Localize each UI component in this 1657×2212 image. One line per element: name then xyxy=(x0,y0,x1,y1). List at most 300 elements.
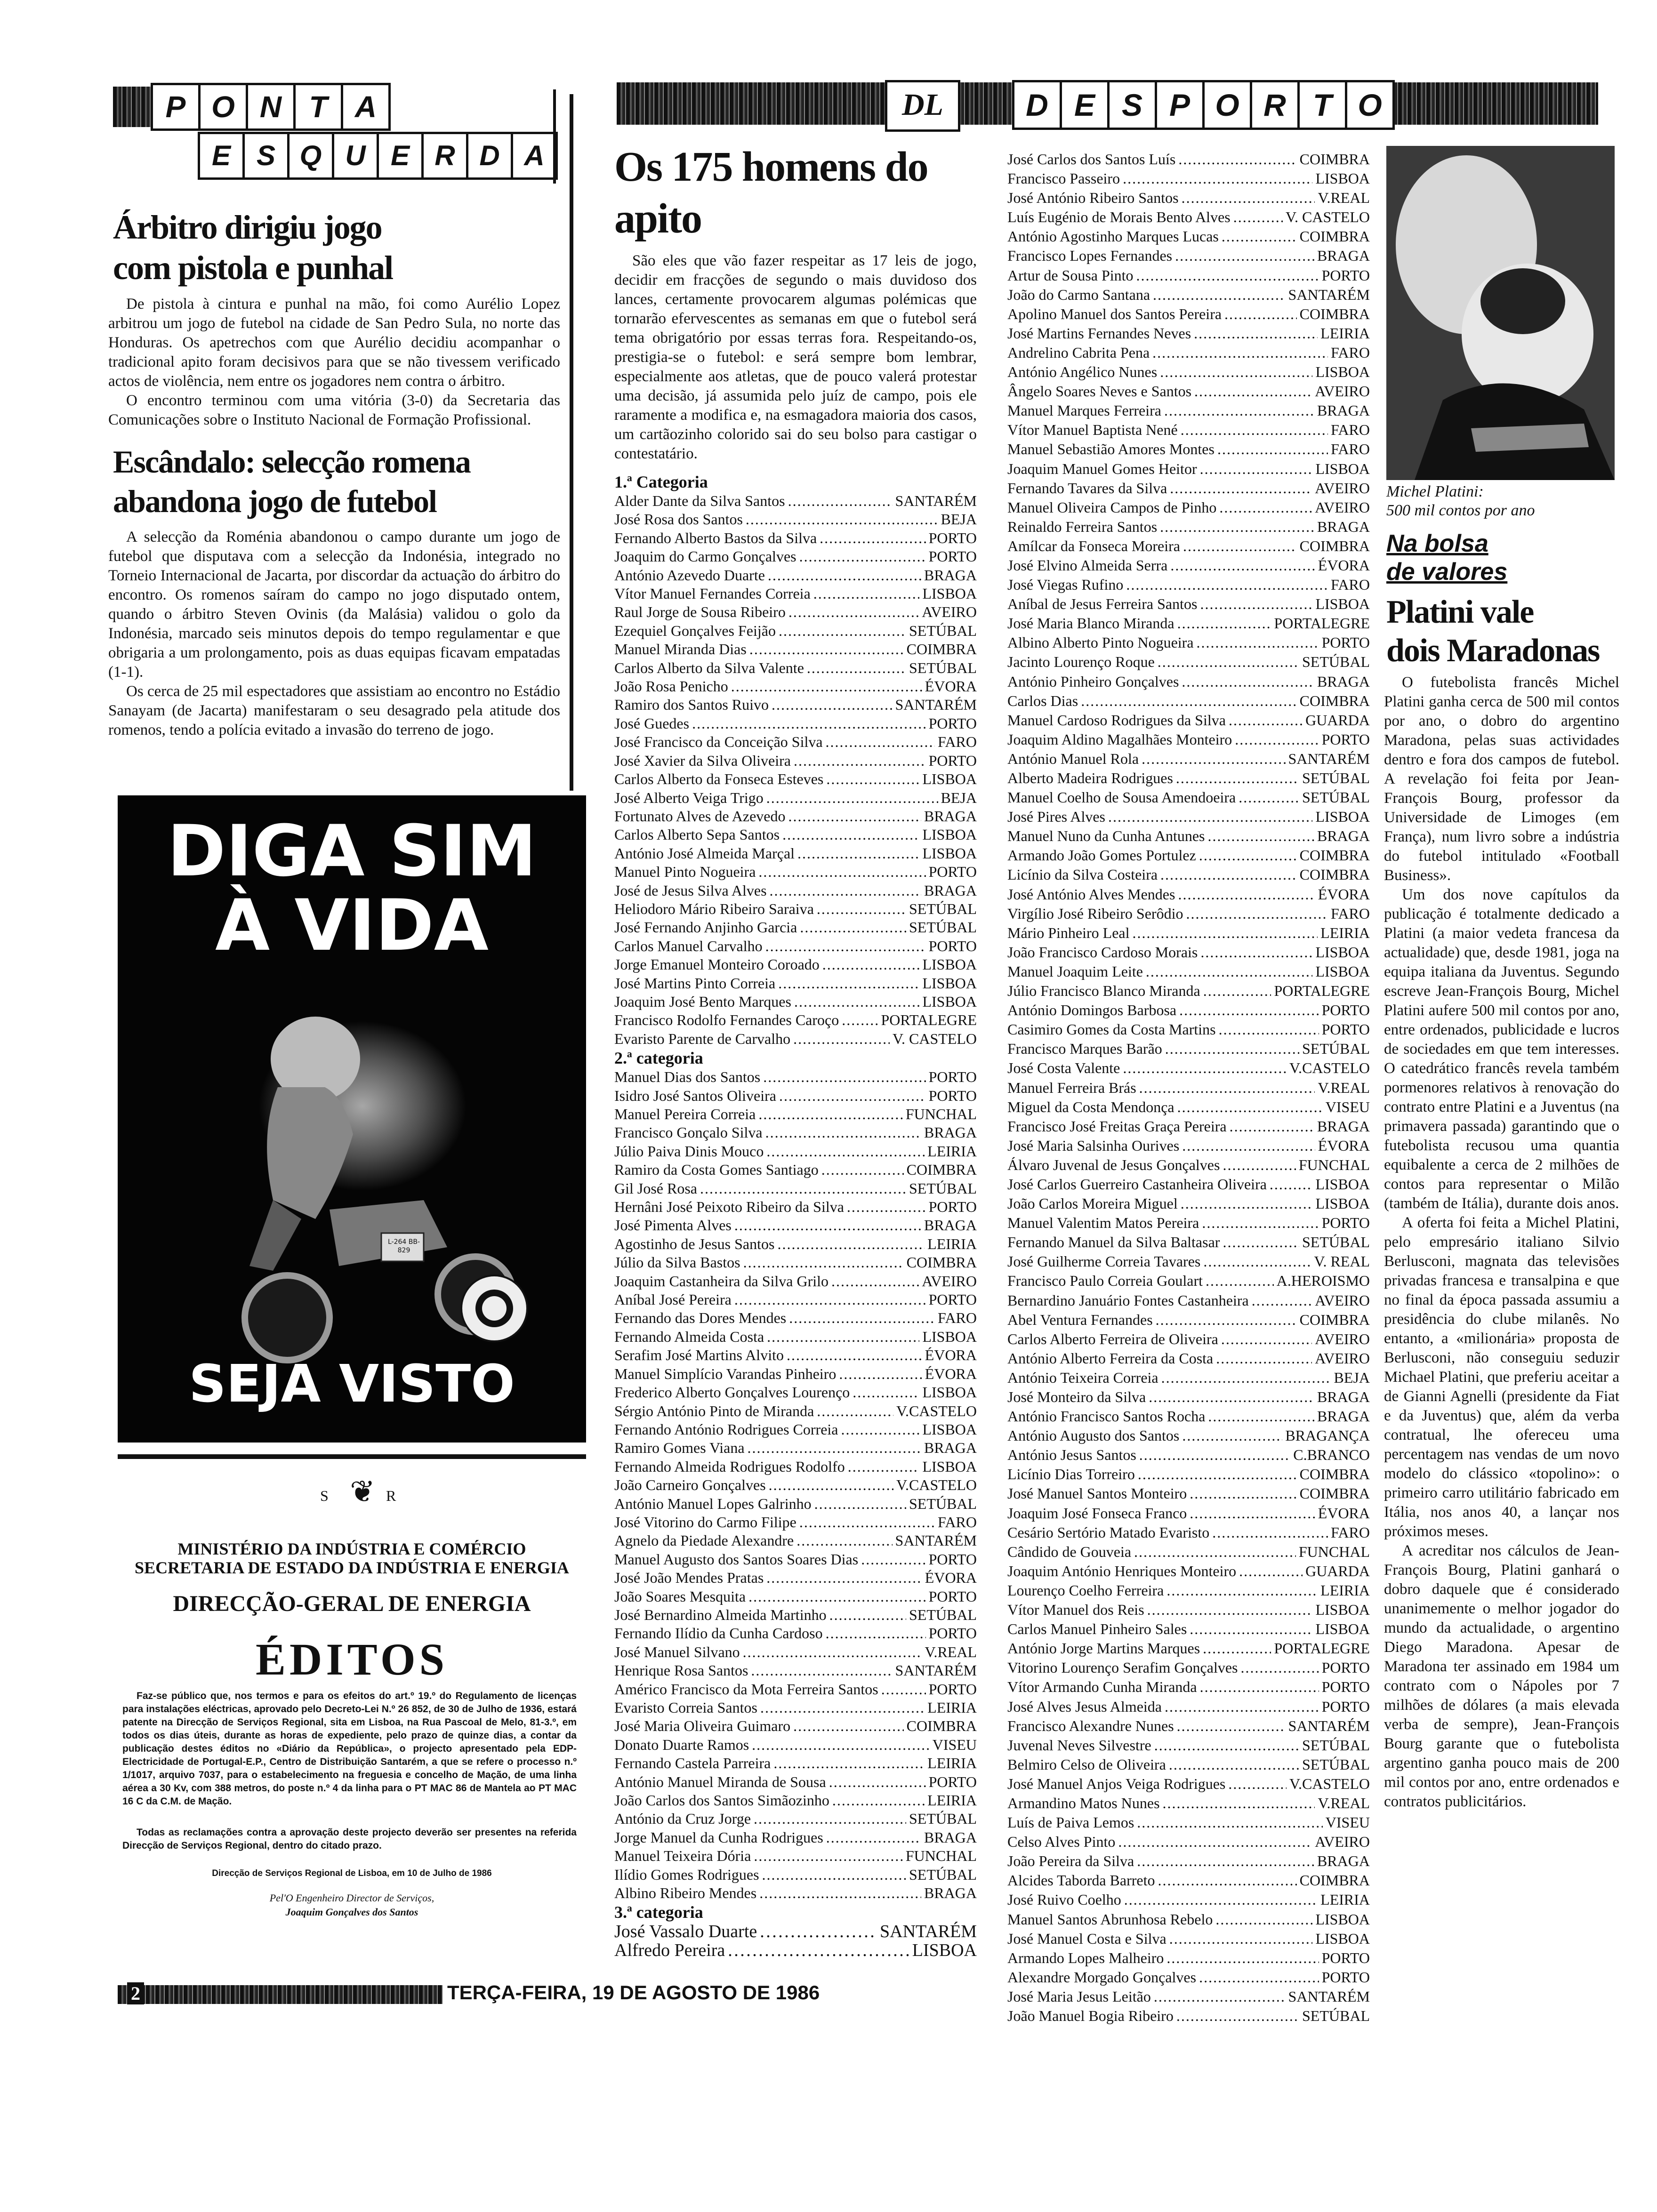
referee-name: Armando Lopes Malheiro xyxy=(1007,1949,1164,1966)
referee-name: Alder Dante da Silva Santos xyxy=(614,492,785,509)
referee-row xyxy=(1007,846,1370,865)
referee-district: COIMBRA xyxy=(906,641,977,658)
referee-name: Joaquim Manuel Gomes Heitor xyxy=(1007,460,1197,477)
referee-name: Carlos Alberto Ferreira de Oliveira xyxy=(1007,1330,1218,1347)
referee-district: FARO xyxy=(1331,576,1370,593)
leader-dots xyxy=(1199,1968,1319,1987)
category2-list xyxy=(614,1068,977,1902)
referee-district: SANTARÉM xyxy=(880,1922,977,1942)
referee-district: LEIRIA xyxy=(927,1235,977,1252)
leader-dots xyxy=(797,844,919,863)
edital-sign1: Pel'O Engenheiro Director de Serviços, xyxy=(269,1892,434,1904)
referee-district: LISBOA xyxy=(1315,943,1370,961)
referee-name: Sérgio António Pinto de Miranda xyxy=(614,1402,814,1419)
leader-dots xyxy=(1152,343,1328,362)
leader-dots xyxy=(1208,826,1314,846)
referee-name: João do Carmo Santana xyxy=(1007,286,1150,303)
referee-district: LISBOA xyxy=(922,770,977,788)
referee-district: COIMBRA xyxy=(1299,537,1370,554)
referee-name: Jorge Manuel da Cunha Rodrigues xyxy=(614,1828,823,1846)
leader-dots xyxy=(1160,517,1314,537)
referee-row xyxy=(614,918,977,937)
leader-dots xyxy=(826,770,919,788)
referee-district: LISBOA xyxy=(922,956,977,973)
referee-district: COIMBRA xyxy=(1299,1872,1370,1889)
leader-dots xyxy=(848,1458,920,1476)
referee-row xyxy=(1007,420,1370,440)
referee-district: LISBOA xyxy=(1315,1910,1370,1928)
leader-dots xyxy=(1229,711,1303,730)
referee-name: Ramiro dos Santos Ruivo xyxy=(614,696,769,713)
leader-dots xyxy=(1161,1368,1331,1387)
referee-district: COIMBRA xyxy=(1299,692,1370,709)
leader-dots xyxy=(1138,1465,1297,1484)
leader-dots xyxy=(1235,730,1319,749)
sr-left: S xyxy=(320,1487,329,1504)
leader-dots xyxy=(1170,556,1315,575)
platini-paragraph: O futebolista francês Michel Platini ganha cerca de 500 mil contos por ano, o dobro do argentino Maradona, pelas suas actividades dentro e fora dos campos de futebol. A revelação foi feita por Jean-François Bourg, professor da Universidade de Limoges (em França), num livro sobre a indústria do futebol intitulado «Football Business». xyxy=(1384,674,1619,884)
referee-name: José Monteiro da Silva xyxy=(1007,1388,1146,1405)
referee-row xyxy=(1007,1039,1370,1058)
leader-dots xyxy=(1216,1349,1312,1368)
referee-row xyxy=(614,1272,977,1290)
referee-row xyxy=(614,1402,977,1420)
referee-name: António da Cruz Jorge xyxy=(614,1810,751,1827)
referee-district: PORTALEGRE xyxy=(881,1011,977,1029)
referee-name: António Alberto Ferreira da Costa xyxy=(1007,1349,1214,1367)
referee-name: José Carlos Guerreiro Castanheira Oliveira xyxy=(1007,1175,1267,1193)
leader-dots xyxy=(1149,1387,1314,1407)
leader-dots xyxy=(1177,614,1271,633)
referee-name: José Francisco da Conceição Silva xyxy=(614,733,823,751)
referee-district: FARO xyxy=(1331,344,1370,361)
referee-name: Carlos Dias xyxy=(1007,692,1078,709)
referee-district: AVEIRO xyxy=(1315,479,1370,497)
referee-district: PORTO xyxy=(928,1587,977,1605)
leader-dots xyxy=(799,1513,935,1531)
referee-district: AVEIRO xyxy=(1315,1833,1370,1851)
referee-district: BRAGA xyxy=(1317,1388,1370,1405)
desporto-letter: S xyxy=(1107,80,1157,130)
referee-district: V.REAL xyxy=(1318,1079,1370,1096)
referee-name: José Pimenta Alves xyxy=(614,1217,732,1234)
referee-row xyxy=(614,1142,977,1161)
leader-dots xyxy=(758,1105,903,1123)
referee-row xyxy=(1007,633,1370,652)
referee-district: FUNCHAL xyxy=(1298,1156,1370,1173)
referee-row xyxy=(1007,1001,1370,1020)
referee-row xyxy=(614,789,977,807)
leader-dots xyxy=(754,1847,902,1865)
referee-name: Serafim José Martins Alvito xyxy=(614,1346,784,1364)
referee-row xyxy=(614,677,977,696)
leader-dots xyxy=(861,1550,925,1569)
referee-row xyxy=(614,1643,977,1661)
referee-name: António Manuel Rola xyxy=(1007,750,1139,767)
desporto-letter: D xyxy=(1012,80,1062,130)
referee-row xyxy=(614,1365,977,1383)
referee-row xyxy=(1007,479,1370,498)
referee-district: AVEIRO xyxy=(1315,1291,1370,1309)
leader-dots xyxy=(1123,169,1312,188)
referee-row xyxy=(1007,1677,1370,1697)
referee-row xyxy=(1007,943,1370,962)
referee-district: FARO xyxy=(938,1513,977,1531)
leader-dots xyxy=(788,603,919,621)
leader-dots xyxy=(1200,1677,1319,1697)
leader-dots xyxy=(760,1922,877,1941)
referee-name: José António Ribeiro Santos xyxy=(1007,189,1179,207)
referee-district: SETÚBAL xyxy=(1302,769,1370,786)
referee-row xyxy=(1007,904,1370,923)
referee-name: Mário Pinheiro Leal xyxy=(1007,924,1130,941)
referee-name: Manuel Pereira Correia xyxy=(614,1106,756,1122)
referee-district: PORTO xyxy=(1321,1002,1370,1019)
referee-row xyxy=(1007,788,1370,807)
referee-district: PORTO xyxy=(928,1773,977,1790)
referee-name: Frederico Alberto Gonçalves Lourenço xyxy=(614,1384,850,1401)
leader-dots xyxy=(800,918,906,937)
referee-district: PORTO xyxy=(1321,1968,1370,1986)
referee-name: José Vassalo Duarte xyxy=(614,1922,757,1942)
leader-dots xyxy=(820,529,925,547)
leader-dots xyxy=(1202,1213,1319,1233)
category3-list xyxy=(614,1922,977,1960)
referee-row xyxy=(1007,730,1370,749)
referee-row xyxy=(1007,1445,1370,1465)
ad-slogan: SEJA VISTO xyxy=(189,1354,515,1414)
leader-dots xyxy=(1166,1948,1319,1968)
referee-district: LEIRIA xyxy=(927,1142,977,1160)
referee-name: João Carlos Moreira Miguel xyxy=(1007,1195,1178,1212)
leader-dots xyxy=(1177,1716,1286,1736)
referee-district: PORTO xyxy=(1321,1949,1370,1966)
referee-row xyxy=(1007,1639,1370,1658)
referee-row xyxy=(1007,749,1370,769)
referee-name: José António Alves Mendes xyxy=(1007,885,1175,903)
referee-district: SETÚBAL xyxy=(1302,1736,1370,1754)
referee-district: BRAGA xyxy=(1317,518,1370,535)
esquerda-letter: E xyxy=(377,132,424,180)
referee-district: LISBOA xyxy=(1315,363,1370,381)
leader-dots xyxy=(731,677,922,696)
leader-dots xyxy=(1223,1233,1299,1252)
referee-district: LISBOA xyxy=(1315,1601,1370,1619)
referee-district: FUNCHAL xyxy=(1298,1543,1370,1560)
referee-name: João Manuel Bogia Ribeiro xyxy=(1007,2007,1174,2024)
referee-row xyxy=(1007,1387,1370,1407)
referee-district: COIMBRA xyxy=(1299,151,1370,168)
referee-district: BRAGA xyxy=(1317,247,1370,264)
leader-dots xyxy=(1158,1871,1297,1890)
referee-row xyxy=(614,955,977,974)
referee-name: Alexandre Morgado Gonçalves xyxy=(1007,1968,1197,1986)
referee-district: V. CASTELO xyxy=(893,1030,977,1047)
referee-row xyxy=(1007,575,1370,594)
referee-district: BRAGA xyxy=(924,1439,977,1457)
platini-photo xyxy=(1386,146,1615,480)
referee-district: V.CASTELO xyxy=(896,1402,977,1419)
esquerda-letter: S xyxy=(242,132,290,180)
referee-row xyxy=(614,1847,977,1865)
referee-row xyxy=(614,1810,977,1828)
referee-row xyxy=(614,1531,977,1550)
referee-name: José Alves Jesus Almeida xyxy=(1007,1698,1162,1715)
leader-dots xyxy=(1212,1523,1328,1542)
referee-name: António Francisco Santos Rocha xyxy=(1007,1408,1206,1425)
referee-district: PORTO xyxy=(928,1291,977,1308)
leader-dots xyxy=(1181,420,1328,440)
leader-dots xyxy=(748,1439,921,1457)
referee-row xyxy=(614,1216,977,1234)
article1-title: Árbitro dirigiu jogo com pistola e punhal xyxy=(113,208,393,287)
referee-name: Aníbal José Pereira xyxy=(614,1291,732,1308)
referee-district: V.REAL xyxy=(1318,189,1370,207)
leader-dots xyxy=(700,1179,906,1198)
referee-name: Manuel Sebastião Amores Montes xyxy=(1007,441,1215,458)
referee-district: LEIRIA xyxy=(1320,924,1370,941)
leader-dots xyxy=(1194,324,1318,343)
referee-district: LEIRIA xyxy=(1320,1581,1370,1599)
referee-row xyxy=(1007,285,1370,305)
referee-name: Ilídio Gomes Rodrigues xyxy=(614,1866,759,1883)
referee-name: Apolino Manuel dos Santos Pereira xyxy=(1007,305,1222,322)
desporto-letter: T xyxy=(1297,80,1347,130)
referee-name: Joaquim António Henriques Monteiro xyxy=(1007,1562,1237,1579)
referee-row xyxy=(1007,1252,1370,1271)
leader-dots xyxy=(1165,1039,1299,1058)
referee-row xyxy=(1007,1426,1370,1445)
direccao-geral: DIRECÇÃO-GERAL DE ENERGIA xyxy=(173,1591,531,1616)
referee-row xyxy=(1007,1890,1370,1909)
referee-row xyxy=(1007,1562,1370,1581)
article2-paragraph: A selecção da Roménia abandonou o campo durante um jogo de futebol que disputava com a selecção da Indonésia, integrado no Torneio Internacional de Jacarta, por discordar da actuação do árbitro do encontro. Os romenos saíram do campo no jogo disputado ontem, quando o árbitro Steven Ovinis (da Malásia) validou o golo da Indonésia, marcado seis minutos depois do tempo regulamentar e que obrigaria a um prolongamento, pois as duas equipas ficavam empatadas (1-1). xyxy=(108,529,560,681)
referee-name: Manuel Dias dos Santos xyxy=(614,1068,761,1086)
referee-district: SETÚBAL xyxy=(1302,1040,1370,1058)
leader-dots xyxy=(1165,1697,1319,1716)
edital-body: Faz-se público que, nos termos e para os efeitos do art.º 19.º do Regulamento de licenças para instalações eléctricas, aprovado pelo Decreto-Lei N.º 26 852, de 30 de Julho de 1936, estará patente na Direcção de Serviços Regional, sita em Lisboa, na Rua Pascoal de Melo, 81-3.º, em todos os dias úteis, durante as horas de expediente, pelo prazo de quinze dias, a contar da publicação destes éditos no «Diário da República», o projecto apresentado pela EDP-Electricidade de Portugal-E.P., Centro de Distribuição Santarém, a que se refere o processo n.º 1/1017, arquivo 7037, para o estabelecimento na freguesia e concelho de Mação, de uma linha aérea a 30 Kv, com 388 metros, do poste n.º 4 da linha para o PT MAC 86 de Mantela ao PT MAC 16 C da C.M. de Mação. xyxy=(122,1691,577,1807)
referee-district: LISBOA xyxy=(1315,595,1370,613)
leader-dots xyxy=(787,1346,922,1364)
referee-district: PORTO xyxy=(928,937,977,954)
referee-name: Vítor Manuel Fernandes Correia xyxy=(614,585,811,602)
leader-dots xyxy=(1270,1175,1313,1194)
article2-title: Escândalo: selecção romena abandona jogo de futebol xyxy=(113,444,470,519)
referee-row xyxy=(614,993,977,1011)
referee-row xyxy=(614,659,977,677)
referee-row xyxy=(1007,537,1370,556)
leader-dots xyxy=(832,1791,925,1810)
referee-district: VISEU xyxy=(932,1736,977,1753)
leader-dots xyxy=(853,1383,919,1402)
referee-district: COIMBRA xyxy=(1299,228,1370,245)
referee-district: LISBOA xyxy=(922,826,977,843)
leader-dots xyxy=(1190,1504,1315,1523)
referee-row xyxy=(614,974,977,993)
editos-title: ÉDITOS xyxy=(255,1634,449,1684)
ponta-letter: O xyxy=(198,83,248,131)
referee-name: Manuel Miranda Dias xyxy=(614,641,747,658)
leader-dots xyxy=(1118,1832,1312,1851)
referee-row xyxy=(1007,362,1370,382)
referee-row xyxy=(614,1624,977,1643)
referee-row xyxy=(614,1198,977,1216)
ponta-letter: P xyxy=(151,83,201,131)
edital-date: Direcção de Serviços Regional de Lisboa, em 10 de Julho de 1986 xyxy=(212,1868,492,1878)
leader-dots xyxy=(1142,749,1285,769)
referee-district: BRAGA xyxy=(924,1217,977,1234)
leader-dots xyxy=(817,1402,893,1420)
ponta-letter: N xyxy=(246,83,296,131)
referee-district: FARO xyxy=(1331,421,1370,439)
referee-district: LISBOA xyxy=(922,844,977,862)
referee-name: Fernando António Rodrigues Correia xyxy=(614,1420,838,1438)
leader-dots xyxy=(1108,807,1312,826)
referee-row xyxy=(614,1087,977,1105)
referee-row xyxy=(1007,1871,1370,1890)
coat-of-arms-icon: ❦ xyxy=(350,1475,375,1508)
referee-row xyxy=(1007,1832,1370,1851)
referee-district: GUARDA xyxy=(1305,1562,1370,1579)
leader-dots xyxy=(746,510,938,529)
referee-row xyxy=(614,640,977,658)
leader-dots xyxy=(734,1290,926,1309)
referee-district: BRAGA xyxy=(924,1828,977,1846)
referee-district: PORTO xyxy=(928,1198,977,1216)
referee-name: João Soares Mesquita xyxy=(614,1587,746,1605)
referee-name: José Maria Blanco Miranda xyxy=(1007,615,1174,632)
leader-dots xyxy=(1200,459,1313,479)
referee-name: Virgílio José Ribeiro Serôdio xyxy=(1007,905,1183,922)
leader-dots xyxy=(766,789,938,807)
referee-district: SETÚBAL xyxy=(909,659,977,676)
leader-dots xyxy=(1194,382,1312,401)
referee-row xyxy=(1007,1291,1370,1310)
leader-dots xyxy=(743,1253,904,1272)
referee-row xyxy=(614,770,977,788)
leader-dots xyxy=(773,1754,925,1772)
leader-dots xyxy=(1203,981,1271,1001)
leader-dots xyxy=(1126,575,1328,594)
referee-district: COIMBRA xyxy=(1299,1466,1370,1483)
referee-row xyxy=(1007,1774,1370,1794)
referee-row xyxy=(1007,1697,1370,1716)
leader-dots xyxy=(766,1569,922,1587)
referee-district: LEIRIA xyxy=(1320,324,1370,342)
referee-name: Francisco Paulo Correia Goulart xyxy=(1007,1272,1203,1290)
leader-dots xyxy=(821,1161,904,1179)
referee-row xyxy=(614,1754,977,1772)
referee-district: ÉVORA xyxy=(1318,885,1370,903)
dl-logo: DL xyxy=(885,80,960,132)
referee-district: SETÚBAL xyxy=(909,1495,977,1512)
leader-dots xyxy=(1206,1271,1274,1290)
referee-name: João Rosa Penicho xyxy=(614,678,728,695)
referee-name: Fortunato Alves de Azevedo xyxy=(614,807,786,825)
intro-paragraph: São eles que vão fazer respeitar as 17 leis de jogo, decidir em fracções de segundo o mais duvidoso dos lances, certamente provocarem algumas polémicas que tornarão efervescentes as semanas em que o futebol será tema obrigatório por essas terras fora. Respeitando-os, prestigia-se o futebol: e será sempre bom lembrar, especialmente aos atletas, que de pouco valerá protestar uma decisão, já assumida pelo juíz de campo, pois ele raramente a modifica e, na esmagadora maioria dos casos, um cartãozinho colorido sai do seu bolso para castigar o contestatário. xyxy=(614,252,977,462)
referee-district: PORTO xyxy=(1321,730,1370,748)
leader-dots xyxy=(1175,246,1314,265)
leader-dots xyxy=(1137,1851,1314,1871)
referee-name: Licínio da Silva Costeira xyxy=(1007,866,1158,883)
referee-name: José Viegas Rufino xyxy=(1007,576,1124,593)
referee-district: LISBOA xyxy=(922,1420,977,1438)
referee-row xyxy=(614,1513,977,1531)
referee-row xyxy=(1007,1465,1370,1484)
referee-row xyxy=(614,1699,977,1717)
referee-row xyxy=(614,1309,977,1327)
leader-dots xyxy=(807,659,906,677)
referee-district: BRAGA xyxy=(1317,827,1370,845)
referee-district: GUARDA xyxy=(1305,711,1370,729)
leader-dots xyxy=(817,900,906,918)
leader-dots xyxy=(1228,1774,1287,1794)
leader-dots xyxy=(842,1011,878,1029)
referee-name: Vítor Manuel dos Reis xyxy=(1007,1601,1144,1619)
referee-row xyxy=(614,1941,977,1960)
leader-dots xyxy=(1081,691,1296,711)
referee-row xyxy=(1007,1658,1370,1677)
referee-district: PORTO xyxy=(928,1068,977,1086)
leader-dots xyxy=(793,1030,890,1048)
referee-district: PORTO xyxy=(928,529,977,546)
edital-box xyxy=(118,1454,586,1960)
referee-name: Cândido de Gouveia xyxy=(1007,1543,1132,1560)
referee-row xyxy=(614,1179,977,1198)
referee-name: Casimiro Gomes da Costa Martins xyxy=(1007,1021,1216,1038)
referee-district: LISBOA xyxy=(1315,962,1370,980)
referee-district: PORTALEGRE xyxy=(1274,615,1370,632)
referee-district: LEIRIA xyxy=(927,1792,977,1809)
referee-row xyxy=(614,1884,977,1902)
referee-district: V. REAL xyxy=(1314,1253,1370,1270)
referee-district: PORTO xyxy=(1321,266,1370,284)
esquerda-letter: Q xyxy=(287,132,334,180)
referee-name: José Elvino Almeida Serra xyxy=(1007,556,1168,574)
referee-name: Manuel Simplício Varandas Pinheiro xyxy=(614,1365,837,1382)
referee-row xyxy=(614,492,977,510)
leader-dots xyxy=(767,1328,919,1346)
referee-name: Vítor Armando Cunha Miranda xyxy=(1007,1678,1197,1696)
referee-name: Armandino Matos Nunes xyxy=(1007,1794,1160,1811)
referee-row xyxy=(1007,1813,1370,1832)
referee-district: BRAGA xyxy=(1317,1117,1370,1135)
referee-district: BRAGA xyxy=(1317,1852,1370,1870)
referee-row xyxy=(1007,1078,1370,1098)
referee-district: FARO xyxy=(1331,441,1370,458)
referee-row xyxy=(1007,1175,1370,1194)
referee-name: Júlio Paiva Dinis Mouco xyxy=(614,1142,764,1160)
referee-name: Fernando Almeida Costa xyxy=(614,1328,764,1345)
referee-district: LISBOA xyxy=(1315,1620,1370,1638)
referee-district: SETÚBAL xyxy=(909,1810,977,1827)
article2-paragraph: Os cerca de 25 mil espectadores que assistiam ao encontro no Estádio Sanayam (de Jacarta) manifestaram o seu desagrado pela atitude dos romenos, tendo a polícia evitado a invasão do terreno de jogo. xyxy=(108,683,560,738)
referee-name: João Carlos dos Santos Simãozinho xyxy=(614,1792,829,1809)
leader-dots xyxy=(1221,1330,1312,1349)
leader-dots xyxy=(749,640,904,658)
leader-dots xyxy=(752,1736,930,1754)
category1-heading: 1.ª Categoria xyxy=(614,473,708,491)
referee-row xyxy=(1007,305,1370,324)
platini-portrait xyxy=(1386,146,1615,480)
referee-district: C.BRANCO xyxy=(1293,1446,1370,1464)
leader-dots xyxy=(829,1606,906,1624)
referee-district: BRAGA xyxy=(1317,402,1370,419)
leader-dots xyxy=(1252,1291,1312,1310)
referee-row xyxy=(614,1253,977,1272)
referee-row xyxy=(614,1439,977,1457)
referee-name: José Carlos dos Santos Luís xyxy=(1007,151,1176,168)
